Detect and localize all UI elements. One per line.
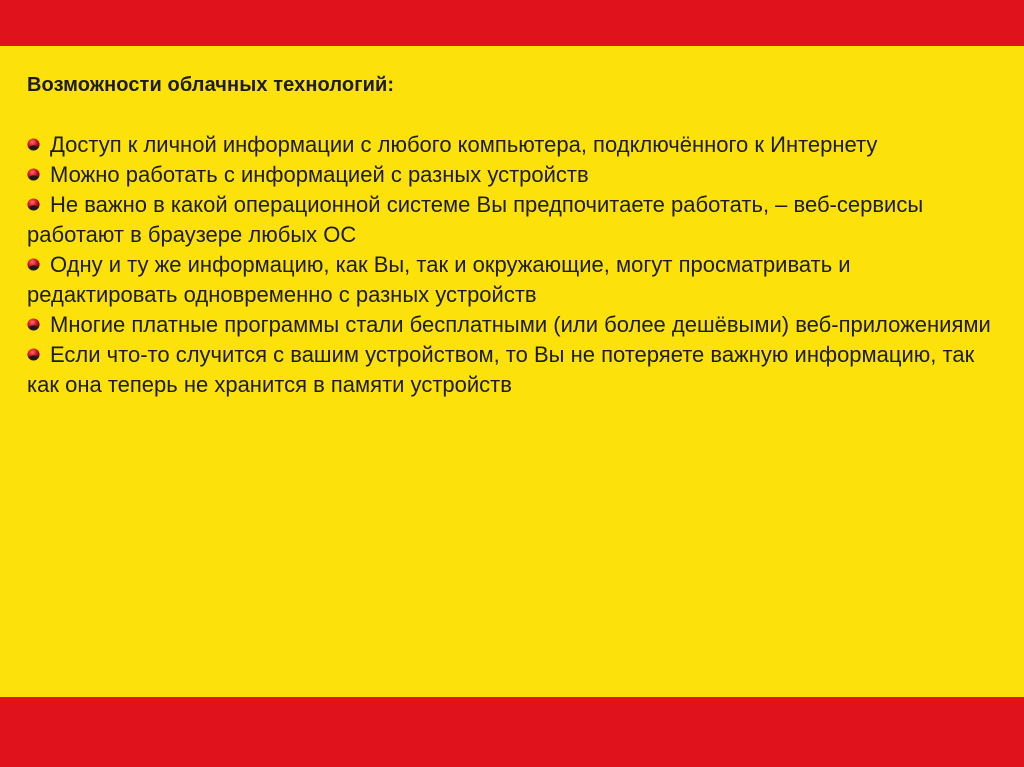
slide-heading: Возможности облачных технологий: [27, 74, 395, 96]
list-item [27, 190, 1002, 250]
list-item-text: Если что-то случится с вашим устройством, то Вы не потеряете важную информацию, так как она теперь не хранится в памяти устройств [27, 342, 975, 397]
list-item-text: Одну и ту же информацию, как Вы, так и окружающие, могут просматривать и редактировать одновременно с разных устройств [27, 252, 851, 307]
bottom-red-band [0, 697, 1024, 767]
list-item [27, 310, 1002, 340]
list-item [27, 340, 1002, 400]
red-ball-bullet-icon [27, 168, 40, 181]
list-item [27, 160, 1002, 190]
top-red-band [0, 0, 1024, 46]
list-item [27, 130, 1002, 160]
list-item-text: Доступ к личной информации с любого компьютера, подключённого к Интернету [50, 132, 878, 157]
list-item-text: Можно работать с информацией с разных устройств [50, 162, 589, 187]
list-item-text: Многие платные программы стали бесплатными (или более дешёвыми) веб-приложениями [50, 312, 991, 337]
red-ball-bullet-icon [27, 318, 40, 331]
red-ball-bullet-icon [27, 198, 40, 211]
bullet-list [27, 130, 1002, 400]
slide-content [27, 70, 1002, 400]
list-item [27, 250, 1002, 310]
red-ball-bullet-icon [27, 258, 40, 271]
list-item-text: Не важно в какой операционной системе Вы предпочитаете работать, – веб-сервисы работают в браузере любых ОС [27, 192, 924, 247]
red-ball-bullet-icon [27, 138, 40, 151]
red-ball-bullet-icon [27, 348, 40, 361]
